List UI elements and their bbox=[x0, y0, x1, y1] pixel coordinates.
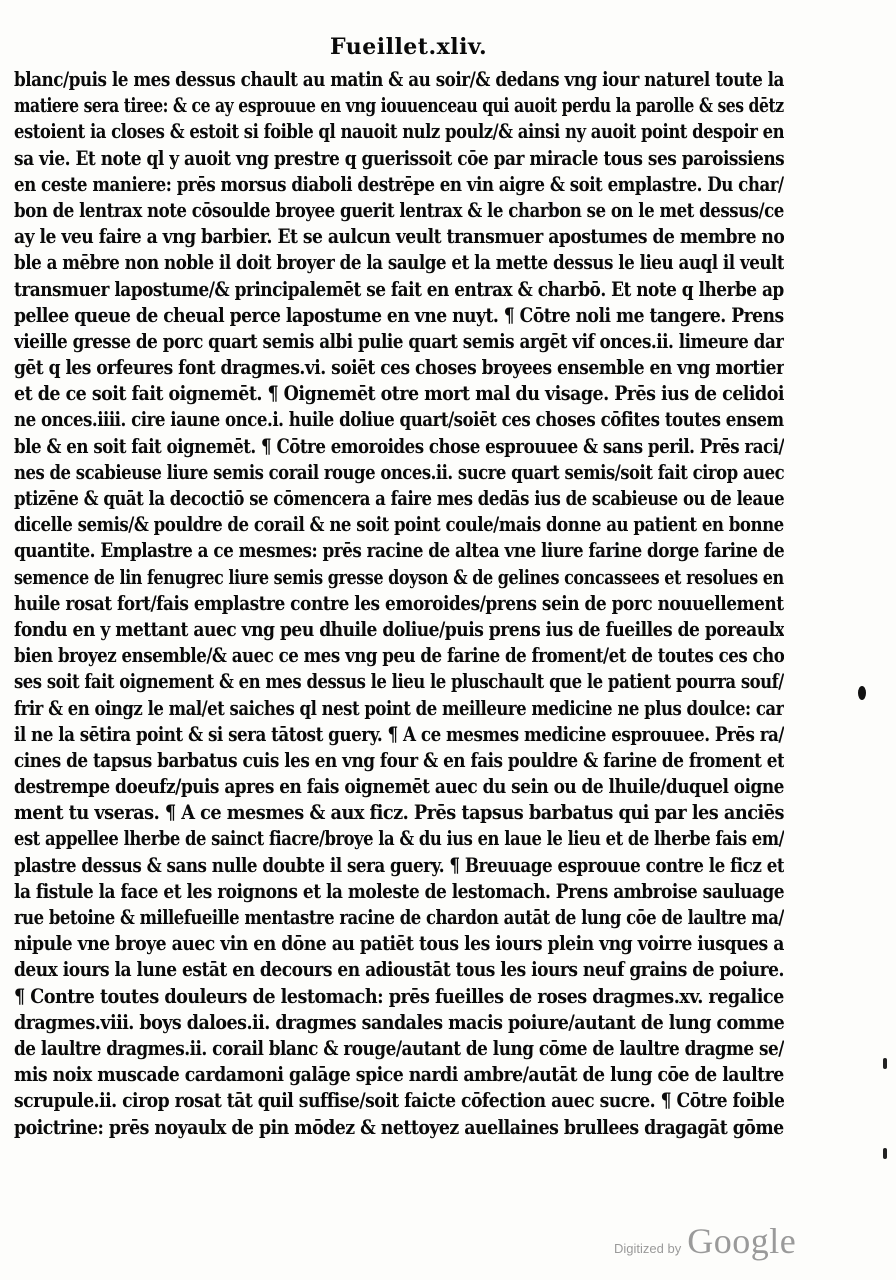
text-line: nes de scabieuse liure semis corail rouge onces.ii. sucre quart semis/soit fait cirop auec bbox=[14, 459, 784, 484]
text-line: bon de lentrax note cōsoulde broyee guerit lentrax & le charbon se on le met dessus/ce bbox=[14, 197, 784, 222]
text-line: rue betoine & millefueille mentastre racine de chardon autāt de lung cōe de laultre ma/ bbox=[14, 905, 784, 929]
text-line: pellee queue de cheual perce lapostume en vne nuyt. ¶ Cōtre noli me tangere. Prens bbox=[14, 302, 784, 327]
text-line: transmuer lapostume/& principalemēt se fait en entrax & charbō. Et note q lherbe ap bbox=[14, 276, 784, 301]
text-line: la fistule la face et les roignons et la moleste de lestomach. Prens ambroise sauluage bbox=[14, 878, 784, 903]
text-line: de laultre dragmes.ii. corail blanc & rouge/autant de lung cōme de laultre dragme se/ bbox=[14, 1035, 784, 1060]
edge-mark bbox=[883, 1058, 887, 1069]
text-line: quantite. Emplastre a ce mesmes: prēs racine de altea vne liure farine dorge farine de bbox=[14, 538, 784, 563]
text-line: scrupule.ii. cirop rosat tāt quil suffise/soit faicte cōfection auec sucre. ¶ Cōtre foible bbox=[14, 1088, 784, 1113]
text-line: fondu en y mettant auec vng peu dhuile doliue/puis prens ius de fueilles de poreaulx bbox=[14, 616, 784, 641]
text-line: ble a mēbre non noble il doit broyer de la saulge et la mette dessus le lieu auql il veult bbox=[14, 250, 785, 275]
body-text bbox=[14, 66, 794, 1140]
text-line: ¶ Contre toutes douleurs de lestomach: prēs fueilles de roses dragmes.xv. regalice bbox=[14, 983, 784, 1008]
text-line: deux iours la lune estāt en decours en adioustāt tous les iours neuf grains de poiure. bbox=[14, 957, 784, 982]
margin-mark bbox=[858, 686, 866, 700]
text-line: vieille gresse de porc quart semis albi pulie quart semis argēt vif onces.ii. limeure dar bbox=[14, 328, 784, 353]
text-line: ptizēne & quāt la decoctiō se cōmencera a faire mes dedās ius de scabieuse ou de leaue bbox=[14, 486, 785, 510]
text-line: huile rosat fort/fais emplastre contre les emoroides/prens sein de porc nouuellement bbox=[14, 590, 784, 615]
text-line: dicelle semis/& pouldre de corail & ne soit point coule/mais donne au patient en bonne bbox=[14, 512, 784, 537]
text-line: estoient ia closes & estoit si foible ql nauoit nulz poulz/& ainsi ny auoit point despoir en bbox=[14, 119, 784, 144]
text-line: destrempe doeufz/puis apres en fais oignemēt auec du sein ou de lhuile/duquel oigne bbox=[14, 774, 784, 799]
text-line: ses soit fait oignement & en mes dessus le lieu le pluschault que le patient pourra souf/ bbox=[14, 669, 784, 694]
edge-mark bbox=[883, 1148, 887, 1159]
text-line: frir & en oingz le mal/et saiches ql nest point de meilleure medicine ne plus doulce: car bbox=[14, 695, 784, 720]
watermark-prefix: Digitized by bbox=[614, 1241, 682, 1256]
text-line: ment tu vseras. ¶ A ce mesmes & aux ficz. Prēs tapsus barbatus qui par les anciēs bbox=[14, 800, 784, 825]
text-line: en ceste maniere: prēs morsus diaboli destrēpe en vin aigre & soit emplastre. Du char/ bbox=[14, 171, 784, 196]
google-watermark bbox=[614, 1220, 796, 1262]
text-line: il ne la sētira point & si sera tātost guery. ¶ A ce mesmes medicine esprouuee. Prēs ra/ bbox=[14, 721, 785, 746]
text-line: dragmes.viii. boys daloes.ii. dragmes sandales macis poiure/autant de lung comme bbox=[14, 1009, 784, 1034]
text-line: gēt q les orfeures font dragmes.vi. soiēt ces choses broyees ensemble en vng mortier bbox=[14, 355, 785, 380]
text-line: et de ce soit fait oignemēt. ¶ Oignemēt otre mort mal du visage. Prēs ius de celidoi bbox=[14, 381, 784, 406]
text-line: sa vie. Et note ql y auoit vng prestre q guerissoit cōe par miracle tous ses paroissiens bbox=[14, 145, 784, 170]
text-line: ne onces.iiii. cire iaune once.i. huile doliue quart/soiēt ces choses cōfites toutes ensem bbox=[14, 407, 784, 432]
text-line: plastre dessus & sans nulle doubte il sera guery. ¶ Breuuage esprouue contre le ficz et bbox=[14, 852, 785, 877]
text-line: bien broyez ensemble/& auec ce mes vng peu de farine de froment/et de toutes ces cho bbox=[14, 643, 784, 668]
watermark-brand-logo: Google bbox=[687, 1221, 797, 1261]
folio-header: Fueillet.xliv. bbox=[330, 34, 488, 60]
text-line: mis noix muscade cardamoni galāge spice nardi ambre/autāt de lung cōe de laultre bbox=[14, 1062, 784, 1087]
text-line: est appellee lherbe de sainct fiacre/broye la & du ius en laue le lieu et de lherbe fais em/ bbox=[14, 826, 784, 851]
text-line: semence de lin fenugrec liure semis gresse doyson & de gelines concassees et resolues en bbox=[14, 564, 784, 589]
text-line: nipule vne broye auec vin en dōne au patiēt tous les iours plein vng voirre iusques a bbox=[14, 931, 784, 956]
text-line: matiere sera tiree: & ce ay esprouue en vng iouuenceau qui auoit perdu la parolle & ses dētz bbox=[14, 93, 784, 118]
text-line: ble & en soit fait oignemēt. ¶ Cōtre emoroides chose esprouuee & sans peril. Prēs raci/ bbox=[14, 433, 784, 458]
text-line: ay le veu faire a vng barbier. Et se aulcun veult transmuer apostumes de membre no bbox=[14, 224, 784, 249]
text-line: blanc/puis le mes dessus chault au matin & au soir/& dedans vng iour naturel toute la bbox=[14, 67, 784, 91]
text-line: cines de tapsus barbatus cuis les en vng four & en fais pouldre & farine de froment et bbox=[14, 747, 785, 772]
text-line: poictrine: prēs noyaulx de pin mōdez & nettoyez auellaines brullees dragagāt gōme bbox=[14, 1114, 784, 1139]
